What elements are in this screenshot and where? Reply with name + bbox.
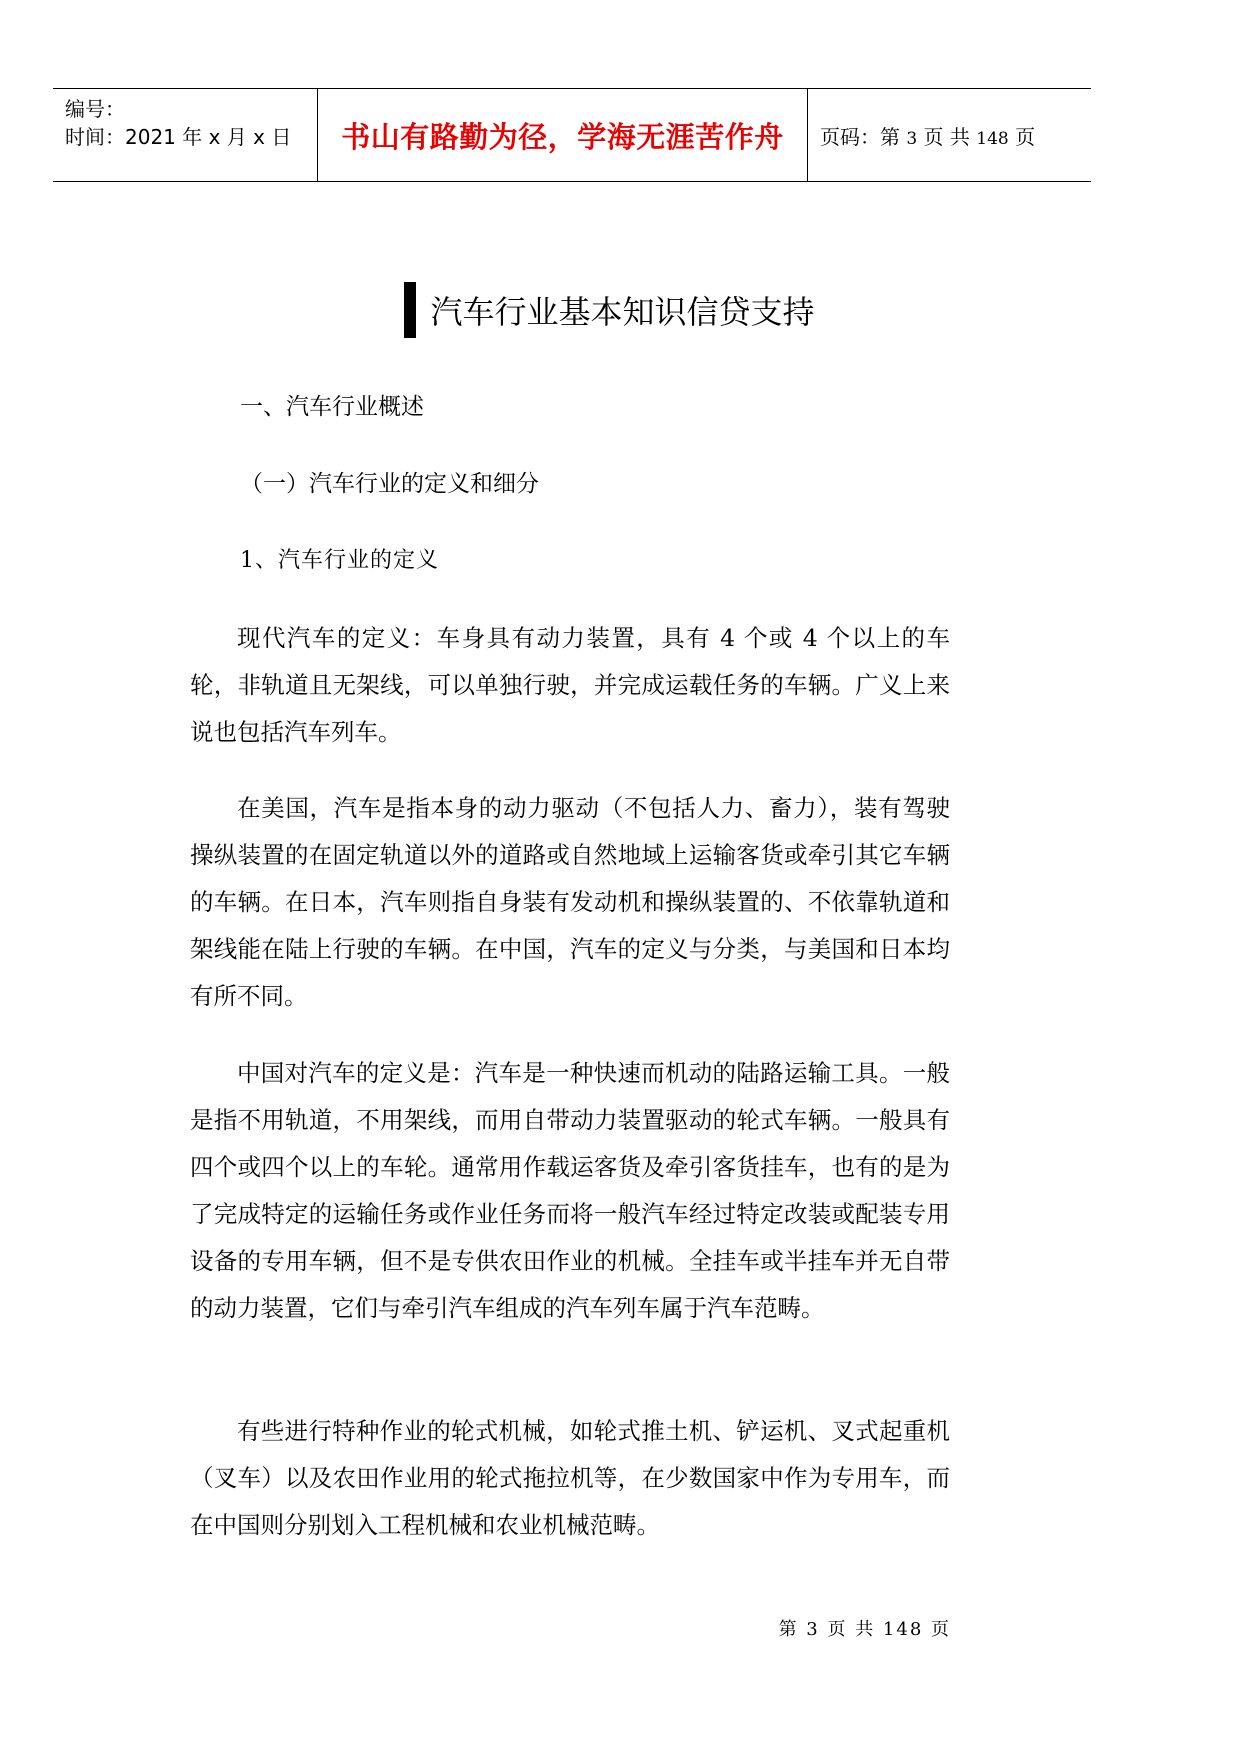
- section-heading-3: 1、汽车行业的定义: [240, 548, 439, 573]
- paragraph-3: 中国对汽车的定义是：汽车是一种快速而机动的陆路运输工具。一般是指不用轨道，不用架线，而用自带动力装置驱动的轮式车辆。一般具有四个或四个以上的车轮。通常用作载运客货及牵引客货挂车，也有的是为了完成特定的运输任务或作业任务而将一般汽车经过特定改装或配装专用设备的专用车辆，但不是专供农田作业的机械。全挂车或半挂车并无自带的动力装置，它们与牵引汽车组成的汽车列车属于汽车范畴。: [190, 1059, 950, 1322]
- page-current: 3: [906, 128, 918, 149]
- footer-page-number: 第 3 页 共 148 页: [778, 1619, 951, 1640]
- header-motto: 书山有路勤为径，学海无涯苦作舟: [341, 119, 784, 154]
- header-motto-cell: [318, 89, 808, 181]
- header-meta-cell: [53, 89, 318, 181]
- section-heading-2: （一）汽车行业的定义和细分: [240, 471, 539, 497]
- title-wrap: [426, 282, 814, 338]
- title-bar-marker: [404, 282, 416, 338]
- document-number-label: 编号：: [65, 97, 125, 121]
- header-page-info: [820, 121, 1035, 150]
- paragraph-4: 有些进行特种作业的轮式机械，如轮式推土机、铲运机、叉式起重机（叉车）以及农田作业用的轮式拖拉机等，在少数国家中作为专用车，而在中国则分别划入工程机械和农业机械范畴。: [190, 1417, 950, 1539]
- document-header: [53, 88, 1091, 182]
- page-prefix: 页码：第: [820, 124, 907, 149]
- section-heading-1: 一、汽车行业概述: [240, 394, 424, 420]
- page-total: 148: [976, 128, 1009, 149]
- page-suffix: 页: [1008, 124, 1036, 149]
- page-title: 汽车行业基本知识信贷支持: [430, 293, 815, 331]
- paragraph-2: 在美国，汽车是指本身的动力驱动（不包括人力、畜力），装有驾驶操纵装置的在固定轨道以外的道路或自然地域上运输客货或牵引其它车辆的车辆。在日本，汽车则指自身装有发动机和操纵装置的、不依靠轨道和架线能在陆上行驶的车辆。在中国，汽车的定义与分类，与美国和日本均有所不同。: [190, 794, 950, 1010]
- page-mid: 页 共: [917, 124, 977, 149]
- title-row: [0, 282, 1241, 338]
- paragraph-1: 现代汽车的定义：车身具有动力装置，具有 4 个或 4 个以上的车轮，非轨道且无架线，可以单独行驶，并完成运载任务的车辆。广义上来说也包括汽车列车。: [190, 624, 950, 746]
- document-time-label: 时间：2021 年 x 月 x 日: [65, 125, 292, 149]
- header-page-cell: [808, 89, 1091, 181]
